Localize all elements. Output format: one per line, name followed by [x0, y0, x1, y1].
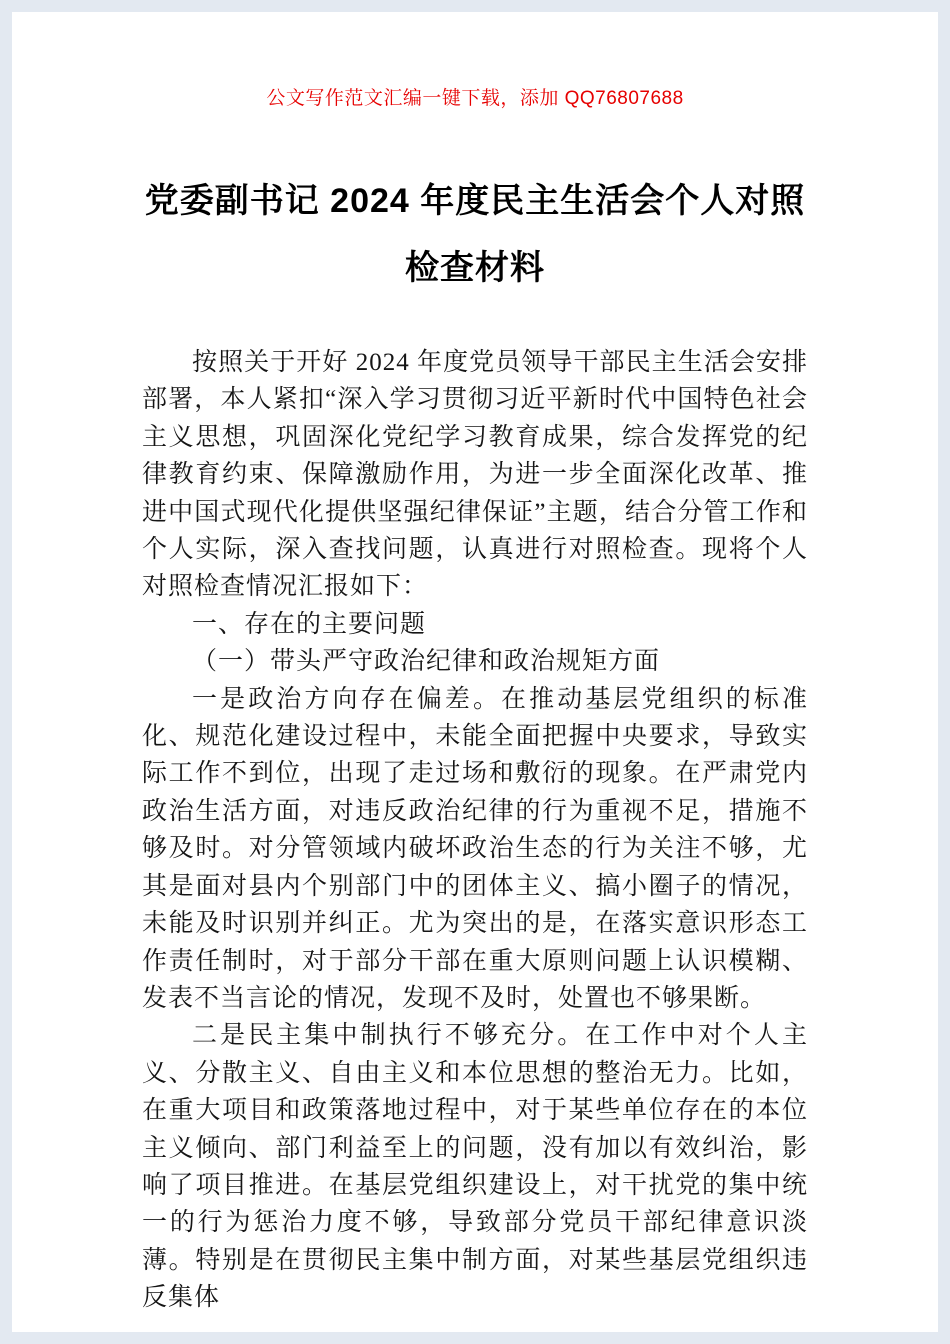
subsection-heading-political-discipline: （一）带头严守政治纪律和政治规矩方面: [192, 648, 661, 676]
paragraph-point-one: 一是政治方向存在偏差。在推动基层党组织的标准化、规范化建设过程中，未能全面把握中央要求，导致实际工作不到位，出现了走过场和敷衍的现象。在严肃党内政治生活方面，对违反政治纪律的行为重视不足，措施不够及时。对分管领域内破坏政治生态的行为关注不够，尤其是面对县内个别部门中的团体主义、搞小圈子的情况，未能及时识别并纠正。尤为突出的是，在落实意识形态工作责任制时，对于部分干部在重大原则问题上认识模糊、发表不当言论的情况，发现不及时，处置也不够果断。: [142, 685, 808, 1012]
section-heading-main-problems: 一、存在的主要问题: [192, 610, 427, 638]
document-body: [142, 344, 808, 1317]
document-page: [12, 12, 938, 1332]
document-title: [12, 168, 938, 302]
header-ad-notice: 公文写作范文汇编一键下载，添加 QQ76807688: [266, 88, 684, 109]
document-title-line-2: 检查材料: [405, 249, 545, 287]
document-title-line-1: 党委副书记 2024 年度民主生活会个人对照: [144, 182, 806, 220]
intro-paragraph: 按照关于开好 2024 年度党员领导干部民主生活会安排部署，本人紧扣“深入学习贯彻习近平新时代中国特色社会主义思想，巩固深化党纪学习教育成果，综合发挥党的纪律教育约束、保障激励作用，为进一步全面深化改革、推进中国式现代化提供坚强纪律保证”主题，结合分管工作和个人实际，深入查找问题，认真进行对照检查。现将个人对照检查情况汇报如下：: [142, 349, 808, 601]
paragraph-point-two: 二是民主集中制执行不够充分。在工作中对个人主义、分散主义、自由主义和本位思想的整治无力。比如，在重大项目和政策落地过程中，对于某些单位存在的本位主义倾向、部门利益至上的问题，没有加以有效纠治，影响了项目推进。在基层党组织建设上，对干扰党的集中统一的行为惩治力度不够，导致部分党员干部纪律意识淡薄。特别是在贯彻民主集中制方面，对某些基层党组织违反集体: [142, 1022, 808, 1312]
